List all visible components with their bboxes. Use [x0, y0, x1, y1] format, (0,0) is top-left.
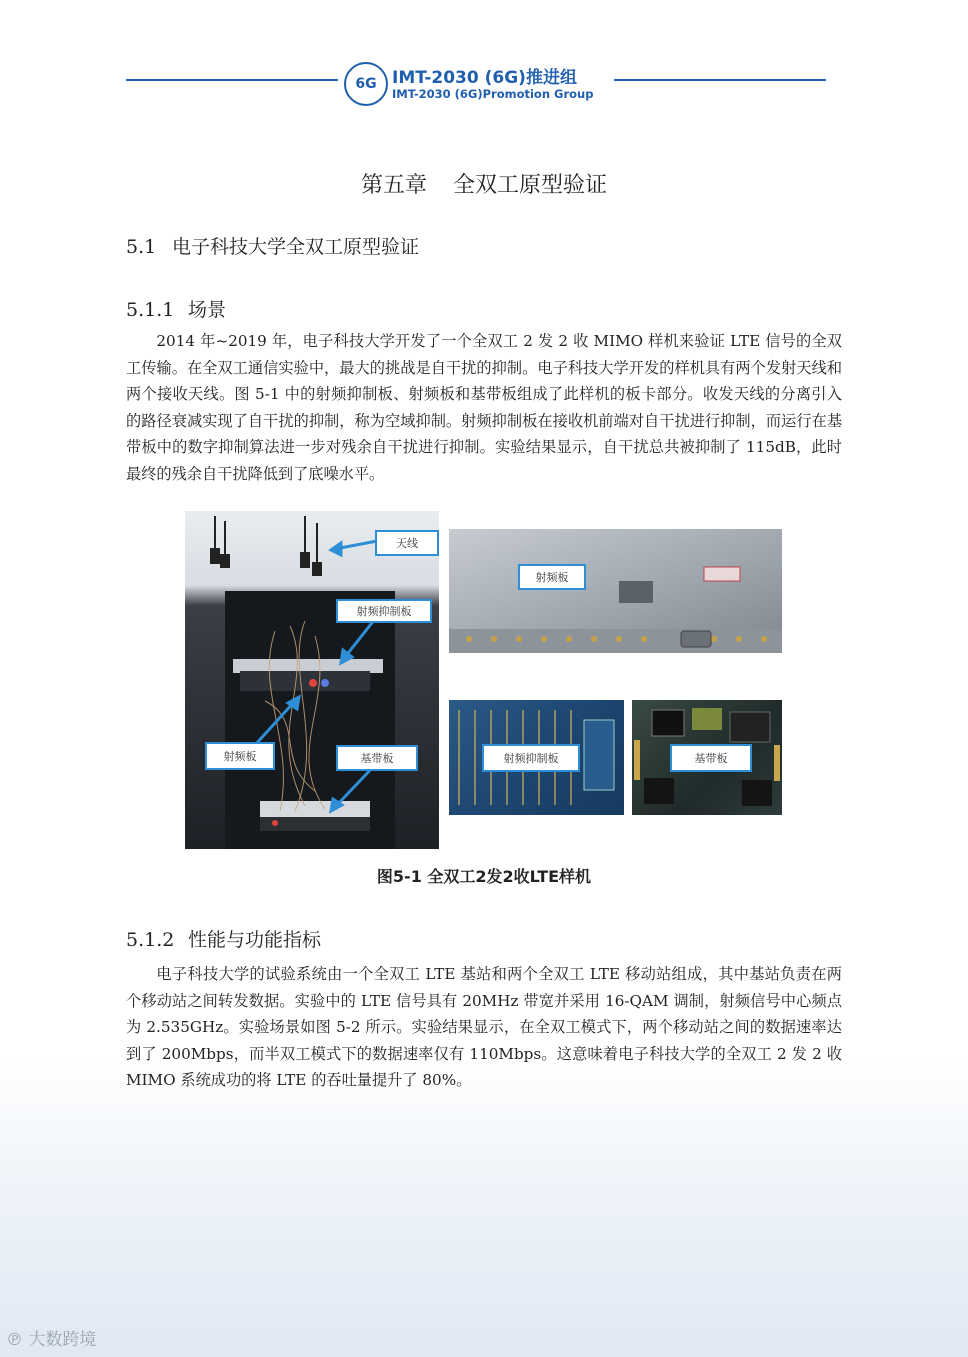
- paragraph-performance: 电子科技大学的试验系统由一个全双工 LTE 基站和两个全双工 LTE 移动站组成，其中基站负责在两个移动站之间转发数据。实验中的 LTE 信号具有 20MHz 带宽并采用 16-QAM 调制，射频信号中心频点为 2.535GHz。实验场景如图 5-2 所示。实验结果显示，在全双工模式下，两个移动站之间的数据速率达到了 200Mbps，而半双工模式下的数据速率仅有 110Mbps。这意味着电子科技大学的全双工 2 发 2 收 MIMO 系统成功的将 LTE 的吞吐量提升了 80%。: [126, 965, 842, 1089]
- label-baseband-board: 基带板: [670, 744, 752, 772]
- label-rf-suppression-board: 射频抑制板: [482, 744, 580, 772]
- header-rule-right: [614, 79, 826, 81]
- label-rf-board-box: 射频板: [518, 564, 586, 590]
- rf-board-chassis-photo: [449, 529, 782, 653]
- paragraph-scenario: 2014 年~2019 年，电子科技大学开发了一个全双工 2 发 2 收 MIMO 样机来验证 LTE 信号的全双工传输。在全双工通信实验中，最大的挑战是自干扰的抑制。电子科技大学开发的样机具有两个发射天线和两个接收天线。图 5-1 中的射频抑制板、射频板和基带板组成了此样机的板卡部分。收发天线的分离引入的路径衰减实现了自干扰的抑制，称为空域抑制。射频抑制板在接收机前端对自干扰进行抑制，而运行在基带板中的数字抑制算法进一步对残余自干扰进行抑制。实验结果显示，自干扰总共被抑制了 115dB，此时最终的残余自干扰降低到了底噪水平。: [126, 332, 842, 483]
- chapter-name: 全双工原型验证: [453, 173, 608, 198]
- label-rf-suppression-rack: 射频抑制板: [336, 599, 432, 623]
- watermark: ℗ 大数跨境: [6, 1330, 97, 1350]
- chapter-title: [0, 168, 968, 199]
- label-baseband-rack: 基带板: [336, 745, 418, 771]
- chapter-number: 第五章: [360, 173, 427, 198]
- header-subtitle: IMT-2030 (6G)Promotion Group: [392, 87, 594, 101]
- prototype-rack-photo: [185, 511, 439, 849]
- imt2030-logo-icon: 6G: [344, 62, 388, 106]
- section-heading-5-1-1: 5.1.1 场景: [126, 299, 227, 321]
- figure-caption: 图5-1 全双工2发2收LTE样机: [376, 867, 592, 886]
- label-antenna: 天线: [375, 530, 439, 556]
- section-heading-5-1-2: 5.1.2 性能与功能指标: [126, 929, 322, 951]
- header-title: IMT-2030 (6G)推进组: [392, 68, 577, 88]
- section-heading-5-1: 5.1 电子科技大学全双工原型验证: [126, 236, 420, 258]
- label-rf-board-rack: 射频板: [205, 742, 275, 770]
- header-rule-left: [126, 79, 338, 81]
- watermark-logo-icon: ℗: [6, 1330, 29, 1350]
